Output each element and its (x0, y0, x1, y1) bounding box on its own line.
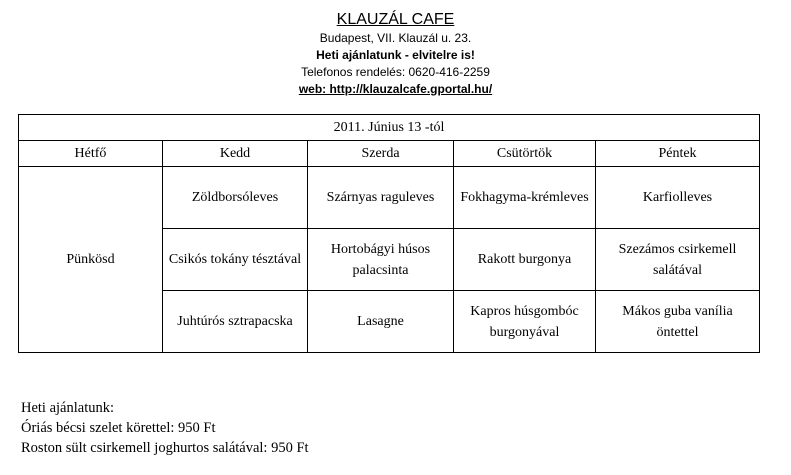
menu-cell: Mákos guba vanília öntettel (596, 291, 760, 353)
address: Budapest, VII. Klauzál u. 23. (319, 31, 472, 45)
day-header: Csütörtök (454, 141, 596, 167)
date-row (19, 115, 760, 141)
menu-cell: Szárnyas raguleves (308, 167, 454, 229)
web-link[interactable]: web: http://klauzalcafe.gportal.hu/ (298, 82, 493, 96)
day-header: Péntek (596, 141, 760, 167)
cafe-title: KLAUZÁL CAFE (336, 11, 455, 28)
day-header: Kedd (163, 141, 308, 167)
days-row (19, 141, 760, 167)
menu-cell: Karfiolleves (596, 167, 760, 229)
menu-cell: Zöldborsóleves (163, 167, 308, 229)
offers-heading: Heti ajánlatunk: (21, 400, 115, 416)
menu-cell: Csikós tokány tésztával (163, 229, 308, 291)
monday-cell: Pünkösd (19, 167, 163, 353)
menu-cell: Rakott burgonya (454, 229, 596, 291)
menu-date: 2011. Június 13 -tól (19, 115, 760, 141)
menu-cell: Szezámos csirkemell salátával (596, 229, 760, 291)
menu-cell: Fokhagyma-krémleves (454, 167, 596, 229)
menu-cell: Kapros húsgombóc burgonyával (454, 291, 596, 353)
phone: Telefonos rendelés: 0620-416-2259 (301, 65, 490, 79)
offer-item: Roston sült csirkemell joghurtos salátával: 950 Ft (21, 440, 309, 456)
weekly-menu-table (18, 114, 760, 353)
menu-cell: Juhtúrós sztrapacska (163, 291, 308, 353)
menu-cell: Hortobágyi húsos palacsinta (308, 229, 454, 291)
day-header: Hétfő (19, 141, 163, 167)
offer-item: Óriás bécsi szelet körettel: 950 Ft (21, 420, 216, 436)
menu-row (19, 167, 760, 229)
weekly-offers (21, 398, 309, 458)
header (0, 10, 791, 98)
slogan: Heti ajánlatunk - elvitelre is! (316, 48, 475, 62)
menu-cell: Lasagne (308, 291, 454, 353)
day-header: Szerda (308, 141, 454, 167)
